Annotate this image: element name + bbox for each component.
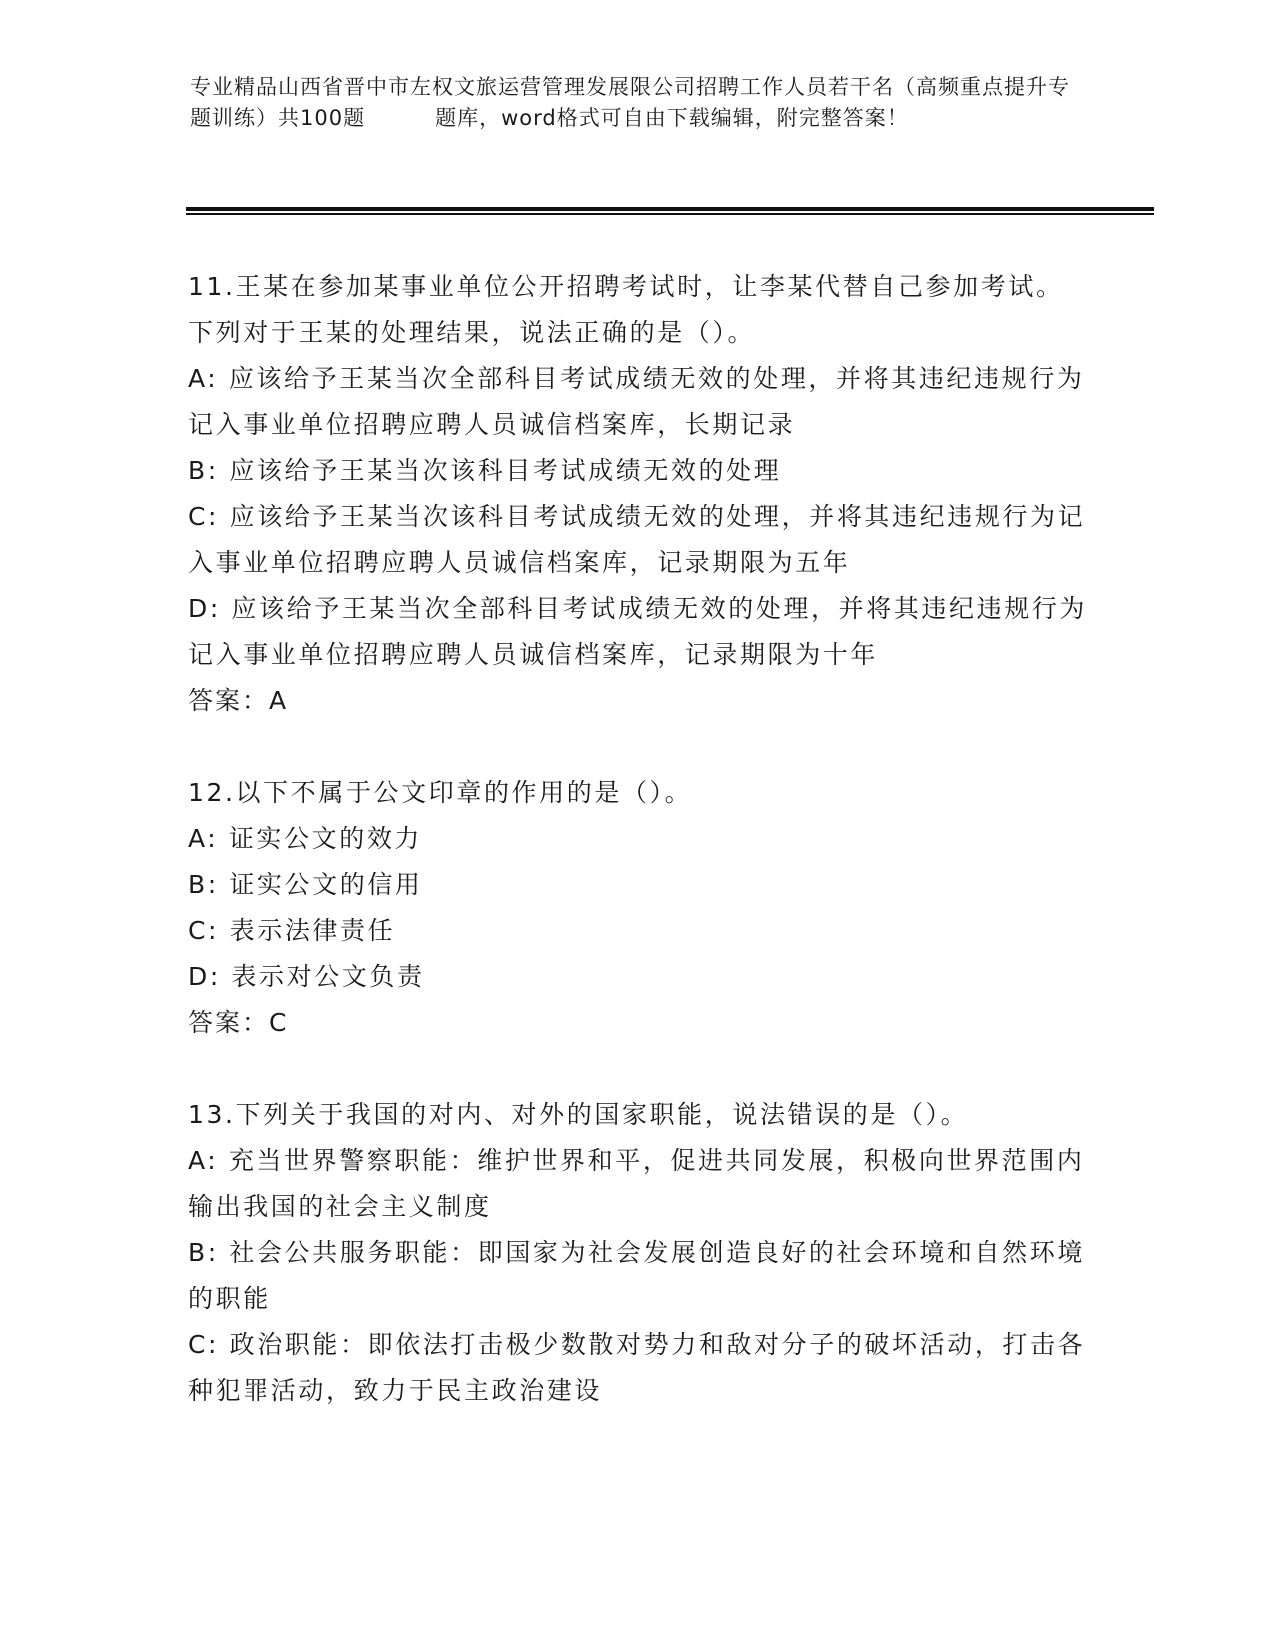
question-11 bbox=[188, 264, 1088, 724]
option-a: A: 应该给予王某当次全部科目考试成绩无效的处理，并将其违纪违规行为记入事业单位招聘应聘人员诚信档案库，长期记录 bbox=[188, 364, 1085, 439]
option-d: D: 表示对公文负责 bbox=[188, 962, 425, 991]
question-list bbox=[188, 264, 1088, 1460]
option-b: B: 社会公共服务职能：即国家为社会发展创造良好的社会环境和自然环境的职能 bbox=[188, 1238, 1085, 1313]
option-a: A: 证实公文的效力 bbox=[188, 824, 423, 853]
option-c: C: 政治职能：即依法打击极少数散对势力和敌对分子的破坏活动，打击各种犯罪活动，致力于民主政治建设 bbox=[188, 1330, 1086, 1405]
question-12 bbox=[188, 770, 1088, 1046]
option-c: C: 应该给予王某当次该科目考试成绩无效的处理，并将其违纪违规行为记入事业单位招聘应聘人员诚信档案库，记录期限为五年 bbox=[188, 502, 1086, 577]
header-title-part1: 专业精品山西省晋中市左权文旅运营管理发展限公司招聘工作人员若干名（高频重点提升专题训练）共100题 bbox=[190, 75, 1070, 130]
option-a: A: 充当世界警察职能：维护世界和平，促进共同发展，积极向世界范围内输出我国的社会主义制度 bbox=[188, 1146, 1085, 1221]
header-divider-thick bbox=[186, 207, 1154, 211]
option-b: B: 证实公文的信用 bbox=[188, 870, 423, 899]
answer-line: 答案：A bbox=[188, 686, 289, 715]
option-c: C: 表示法律责任 bbox=[188, 916, 396, 945]
header-title-part2: 题库，word格式可自由下载编辑，附完整答案！ bbox=[435, 106, 909, 130]
header-divider-thin bbox=[186, 213, 1154, 215]
question-13 bbox=[188, 1092, 1088, 1414]
page-header bbox=[190, 72, 1090, 134]
question-stem: 13.下列关于我国的对内、对外的国家职能，说法错误的是（）。 bbox=[188, 1100, 969, 1129]
option-b: B: 应该给予王某当次该科目考试成绩无效的处理 bbox=[188, 456, 782, 485]
question-stem: 11.王某在参加某事业单位公开招聘考试时，让李某代替自己参加考试。下列对于王某的处理结果，说法正确的是（）。 bbox=[188, 272, 1064, 347]
question-stem: 12.以下不属于公文印章的作用的是（）。 bbox=[188, 778, 693, 807]
answer-line: 答案：C bbox=[188, 1008, 289, 1037]
option-d: D: 应该给予王某当次全部科目考试成绩无效的处理，并将其违纪违规行为记入事业单位招聘应聘人员诚信档案库，记录期限为十年 bbox=[188, 594, 1088, 669]
header-divider bbox=[186, 207, 1154, 215]
